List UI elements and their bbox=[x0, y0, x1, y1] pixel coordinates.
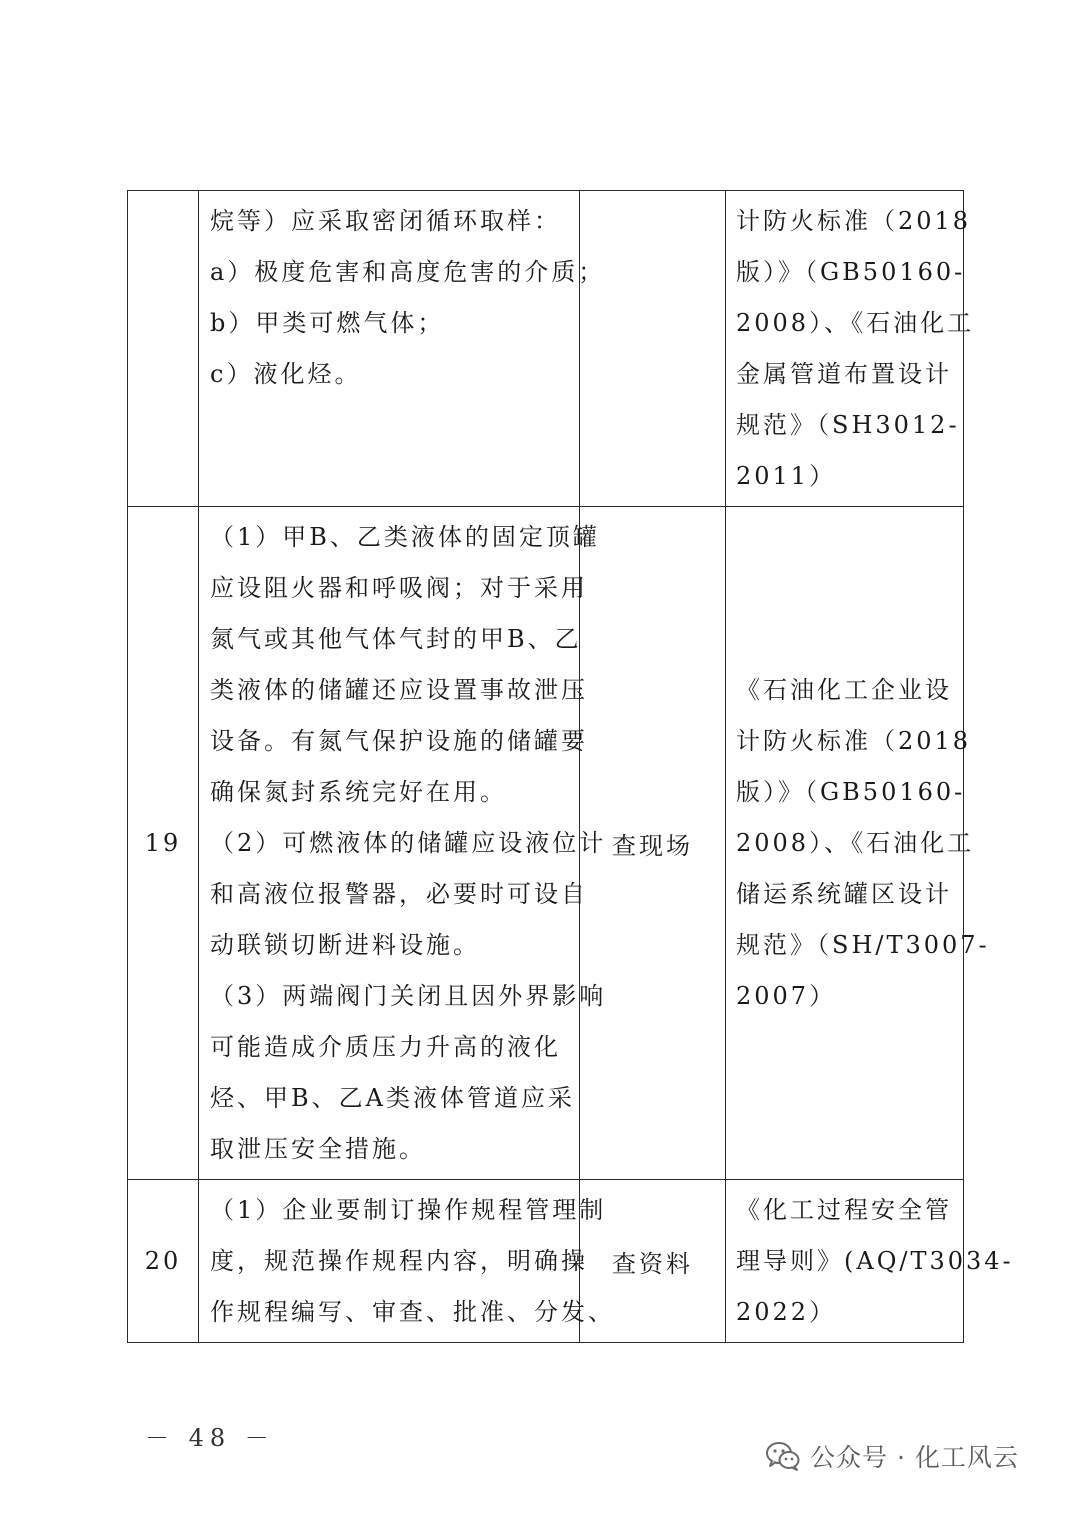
requirement-line: 应设阻火器和呼吸阀；对于采用 bbox=[210, 574, 588, 602]
table-row bbox=[128, 191, 964, 507]
requirement-line: （1）甲B、乙类液体的固定顶罐 bbox=[210, 523, 600, 551]
requirement-line: 氮气或其他气体气封的甲B、乙 bbox=[210, 625, 582, 653]
method-cell bbox=[580, 191, 726, 507]
basis-line: 版）》（GB50160- bbox=[736, 778, 966, 806]
item-number-cell bbox=[128, 507, 199, 1180]
basis-line: 2007） bbox=[736, 982, 837, 1010]
basis-line: 版）》（GB50160- bbox=[736, 258, 966, 286]
basis-line: 金属管道布置设计 bbox=[736, 360, 952, 388]
watermark-text: 公众号 · 化工风云 bbox=[810, 1443, 1019, 1472]
basis-line: 理导则》(AQ/T3034- bbox=[736, 1247, 1014, 1275]
basis-line: 计防火标准（2018 bbox=[736, 207, 972, 235]
basis-line: 2008）、《石油化工 bbox=[736, 309, 975, 337]
requirement-line: 烷等）应采取密闭循环取样： bbox=[210, 207, 561, 235]
item-number-cell bbox=[128, 1180, 199, 1343]
requirement-line: （3）两端阀门关闭且因外界影响 bbox=[210, 982, 607, 1010]
basis-line: 2011） bbox=[736, 462, 837, 490]
basis-line: 2022） bbox=[736, 1298, 837, 1326]
requirement-line: 和高液位报警器，必要时可设自 bbox=[210, 880, 588, 908]
requirement-line: （2）可燃液体的储罐应设液位计 bbox=[210, 829, 607, 857]
table-row bbox=[128, 507, 964, 1180]
requirement-line: 设备。有氮气保护设施的储罐要 bbox=[210, 727, 588, 755]
requirement-line: 可能造成介质压力升高的液化 bbox=[210, 1033, 561, 1061]
wechat-icon bbox=[766, 1441, 800, 1471]
requirement-line: b）甲类可燃气体； bbox=[210, 309, 445, 337]
requirement-cell bbox=[199, 191, 606, 507]
requirement-cell bbox=[199, 507, 607, 1180]
check-method: 查资料 bbox=[612, 1249, 693, 1278]
check-method: 查现场 bbox=[612, 831, 693, 860]
basis-line: 储运系统罐区设计 bbox=[736, 880, 952, 908]
basis-line: 规范》（SH3012- bbox=[736, 411, 960, 439]
basis-line: 计防火标准（2018 bbox=[736, 727, 972, 755]
basis-cell bbox=[726, 507, 990, 1180]
requirement-line: 烃、甲B、乙A类液体管道应采 bbox=[210, 1084, 575, 1112]
checklist-table bbox=[127, 190, 1014, 1343]
requirement-line: （1）企业要制订操作规程管理制 bbox=[210, 1196, 607, 1224]
requirement-line: 作规程编写、审查、批准、分发、 bbox=[210, 1298, 615, 1326]
table-row bbox=[128, 1180, 964, 1343]
requirement-line: 动联锁切断进料设施。 bbox=[210, 931, 480, 959]
basis-line: 2008）、《石油化工 bbox=[736, 829, 975, 857]
watermark bbox=[766, 1436, 1019, 1476]
requirement-line: 类液体的储罐还应设置事故泄压 bbox=[210, 676, 588, 704]
page-number: － 48 － bbox=[145, 1424, 275, 1452]
requirement-line: c）液化烃。 bbox=[210, 360, 362, 388]
requirement-cell bbox=[199, 1180, 615, 1343]
requirement-line: 确保氮封系统完好在用。 bbox=[210, 778, 507, 806]
basis-line: 《石油化工企业设 bbox=[736, 676, 952, 704]
item-number: 20 bbox=[144, 1247, 182, 1275]
basis-cell bbox=[726, 1180, 1014, 1343]
requirement-line: 度，规范操作规程内容，明确操 bbox=[210, 1247, 588, 1275]
basis-line: 规范》（SH/T3007- bbox=[736, 931, 990, 959]
basis-cell bbox=[726, 191, 975, 507]
item-number: 19 bbox=[144, 829, 182, 857]
requirement-line: 取泄压安全措施。 bbox=[210, 1135, 426, 1163]
item-number-cell bbox=[128, 191, 199, 507]
requirement-line: a）极度危害和高度危害的介质； bbox=[210, 258, 606, 286]
basis-line: 《化工过程安全管 bbox=[736, 1196, 952, 1224]
